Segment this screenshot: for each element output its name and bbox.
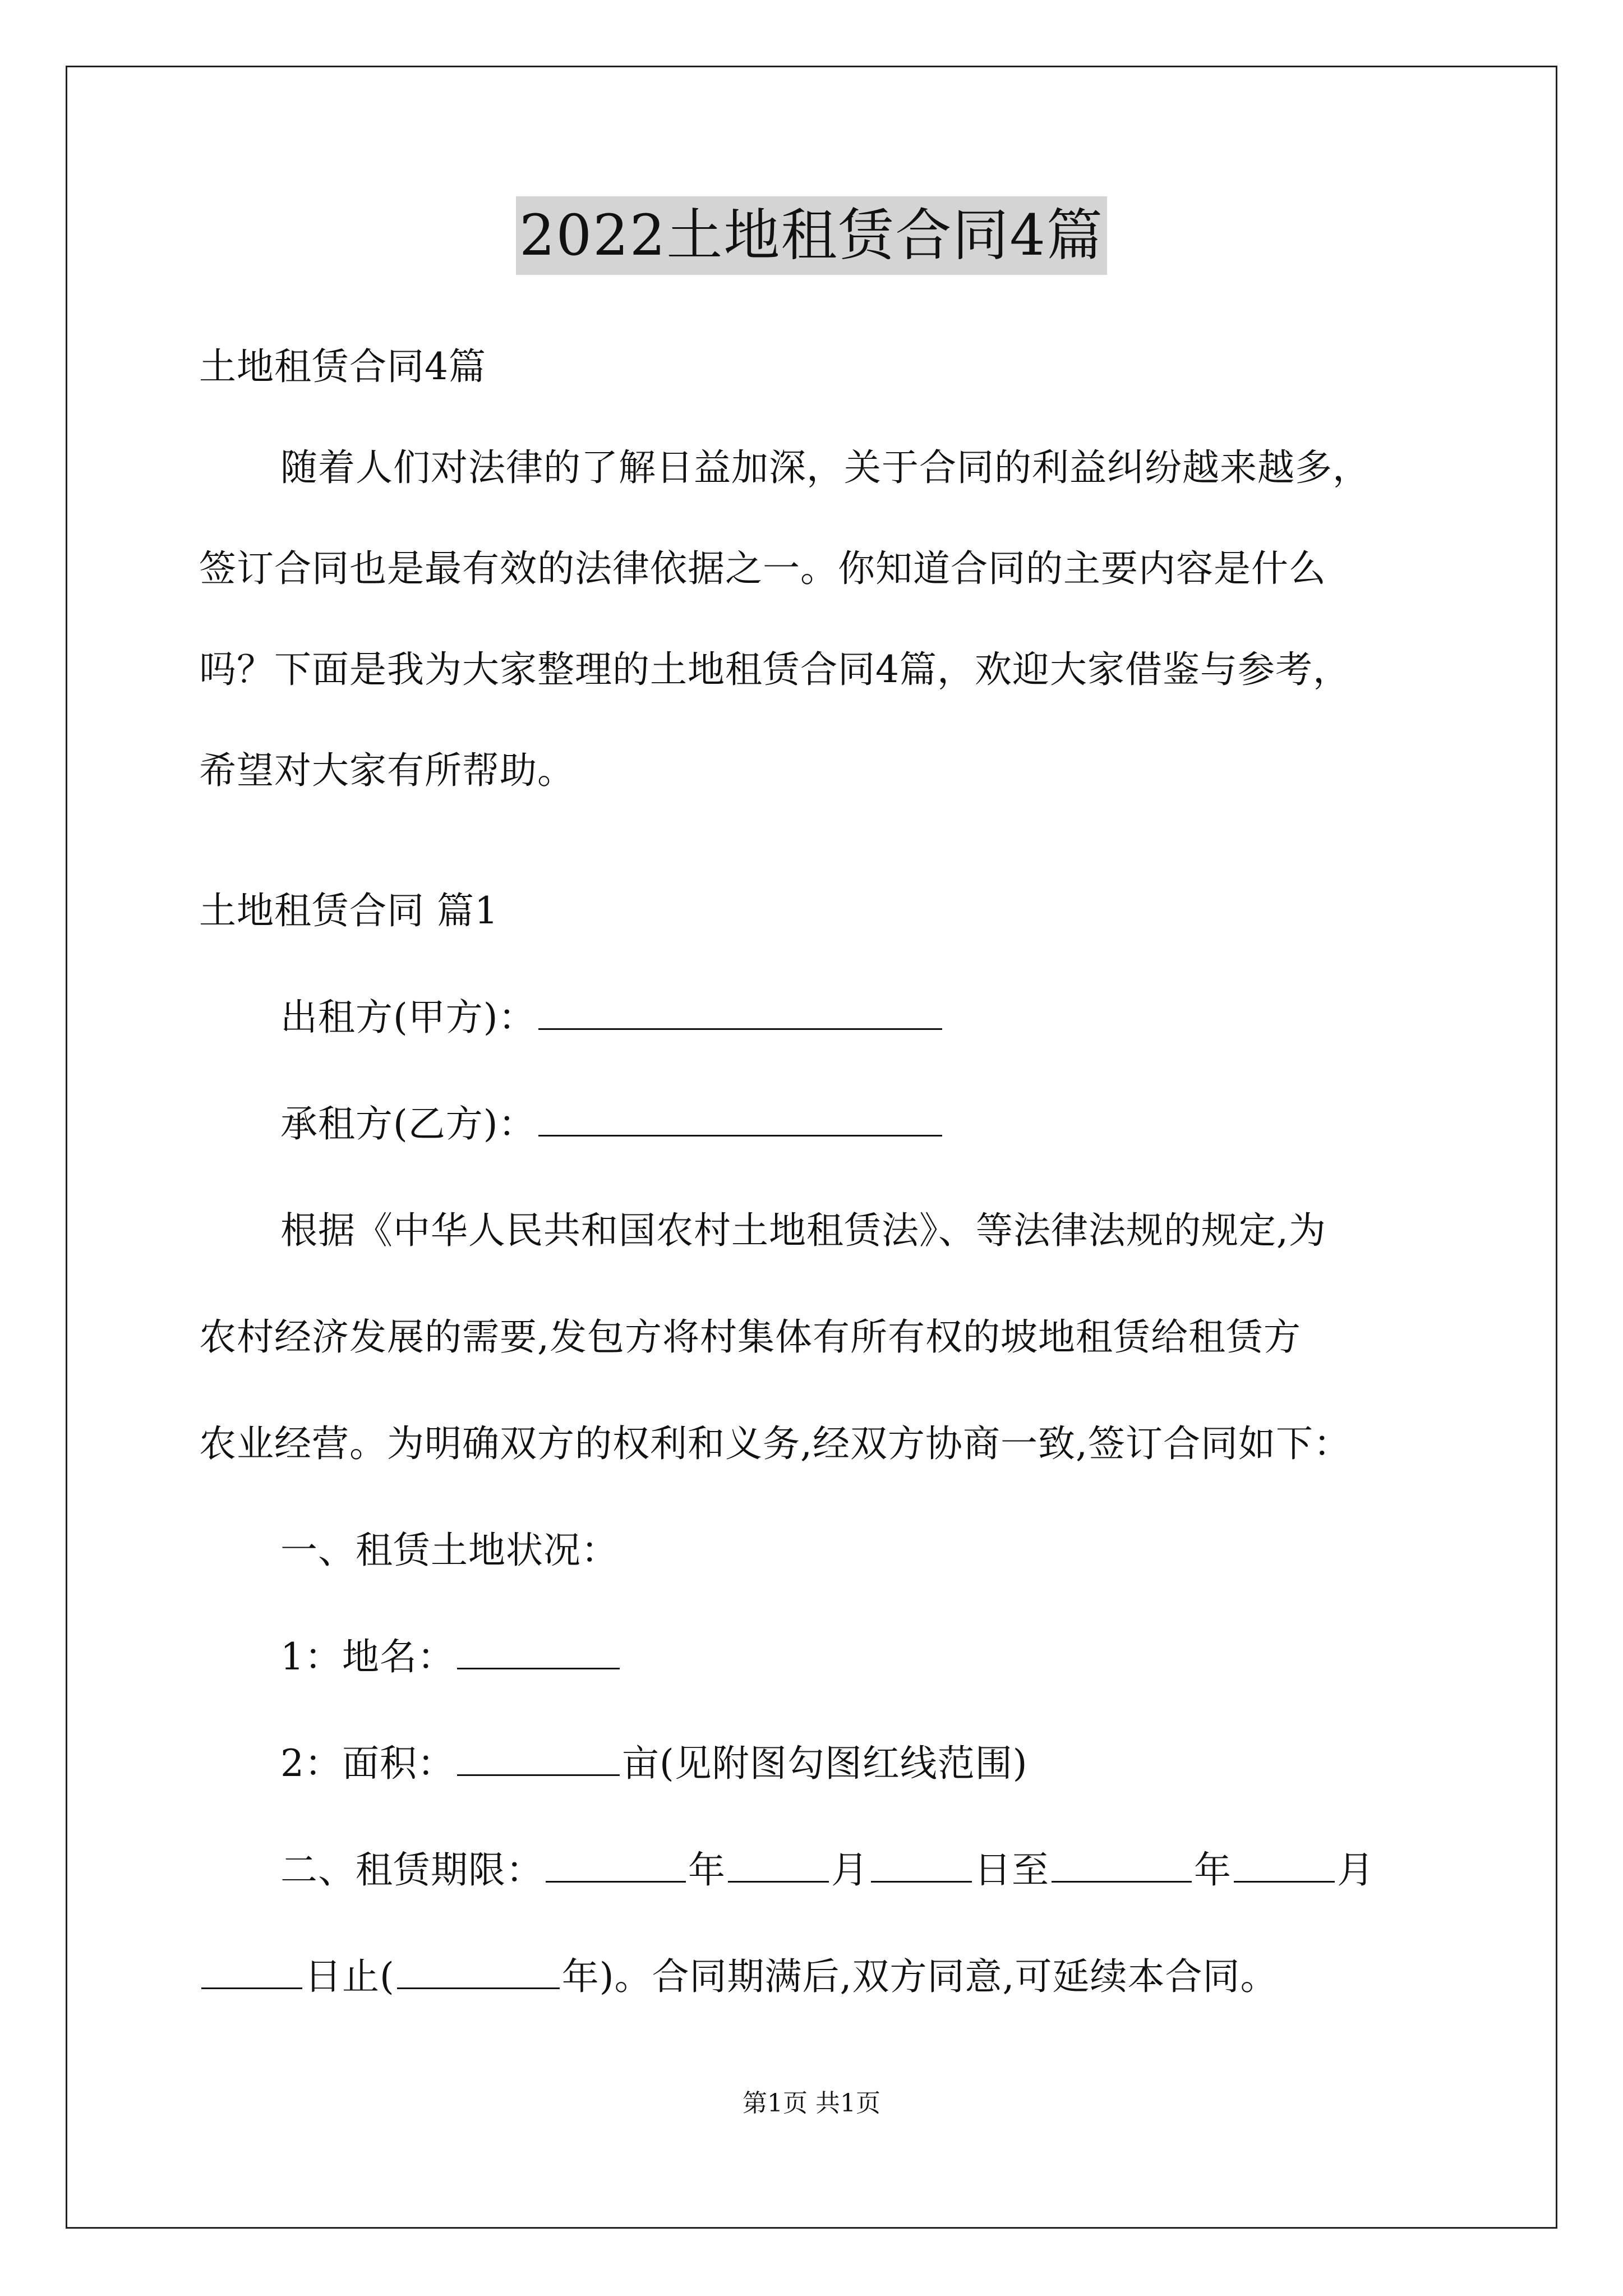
item1-label: 1：地名： [280, 1635, 455, 1678]
area-blank[interactable] [457, 1741, 620, 1776]
title-container [0, 196, 1623, 275]
end-month-label: 月 [1337, 1848, 1375, 1892]
lessor-label: 出租方(甲方)： [280, 996, 536, 1039]
place-name-blank[interactable] [457, 1634, 620, 1669]
start-month-blank[interactable] [728, 1847, 829, 1883]
lessor-row [280, 993, 1514, 1042]
lessee-label: 承租方(乙方)： [280, 1102, 536, 1145]
lessee-row [280, 1099, 1514, 1149]
lessee-blank[interactable] [538, 1101, 942, 1137]
end-month-blank[interactable] [1234, 1847, 1335, 1883]
page-footer: 第1页 共1页 [743, 2089, 880, 2118]
end-day-blank[interactable] [201, 1954, 302, 1989]
start-year-blank[interactable] [546, 1847, 686, 1883]
lessor-blank[interactable] [538, 995, 942, 1030]
intro-line-4: 希望对大家有所帮助。 [199, 749, 575, 792]
clause1-heading: 一、租赁土地状况： [280, 1529, 619, 1572]
intro-line-3: 吗？下面是我为大家整理的土地租赁合同4篇，欢迎大家借鉴与参考， [199, 648, 1350, 691]
item2-row [280, 1739, 1514, 1788]
term-label: 二、租赁期限： [280, 1848, 543, 1892]
start-day-blank[interactable] [871, 1847, 972, 1883]
day-to-label: 日至 [974, 1848, 1049, 1892]
subtitle: 土地租赁合同4篇 [199, 345, 486, 388]
year-label: 年 [688, 1848, 726, 1892]
years-count-blank[interactable] [397, 1954, 560, 1989]
term-row-2 [199, 1952, 1433, 2001]
section1-heading: 土地租赁合同 篇1 [199, 889, 499, 932]
term-row-1 [280, 1846, 1514, 1895]
basis-line-3: 农业经营。为明确双方的权利和义务,经双方协商一致,签订合同如下： [199, 1422, 1351, 1465]
item2-label: 2：面积： [280, 1742, 455, 1785]
years-close-text: 年)。合同期满后,双方同意,可延续本合同。 [561, 1955, 1278, 1998]
month-label: 月 [831, 1848, 869, 1892]
end-year-blank[interactable] [1052, 1847, 1192, 1883]
intro-line-2: 签订合同也是最有效的法律依据之一。你知道合同的主要内容是什么 [199, 547, 1326, 590]
end-year-label: 年 [1194, 1848, 1232, 1892]
intro-line-1: 随着人们对法律的了解日益加深，关于合同的利益纠纷越来越多， [280, 446, 1370, 489]
document-title: 2022土地租赁合同4篇 [516, 196, 1107, 275]
basis-line-2: 农村经济发展的需要,发包方将村集体有所有权的坡地租赁给租赁方 [199, 1315, 1301, 1359]
basis-line-1: 根据《中华人民共和国农村土地租赁法》、等法律法规的规定,为 [280, 1209, 1326, 1252]
day-end-label: 日止( [305, 1955, 395, 1998]
item1-row [280, 1632, 1514, 1682]
item2-suffix: 亩(见附图勾图红线范围) [622, 1742, 1028, 1785]
